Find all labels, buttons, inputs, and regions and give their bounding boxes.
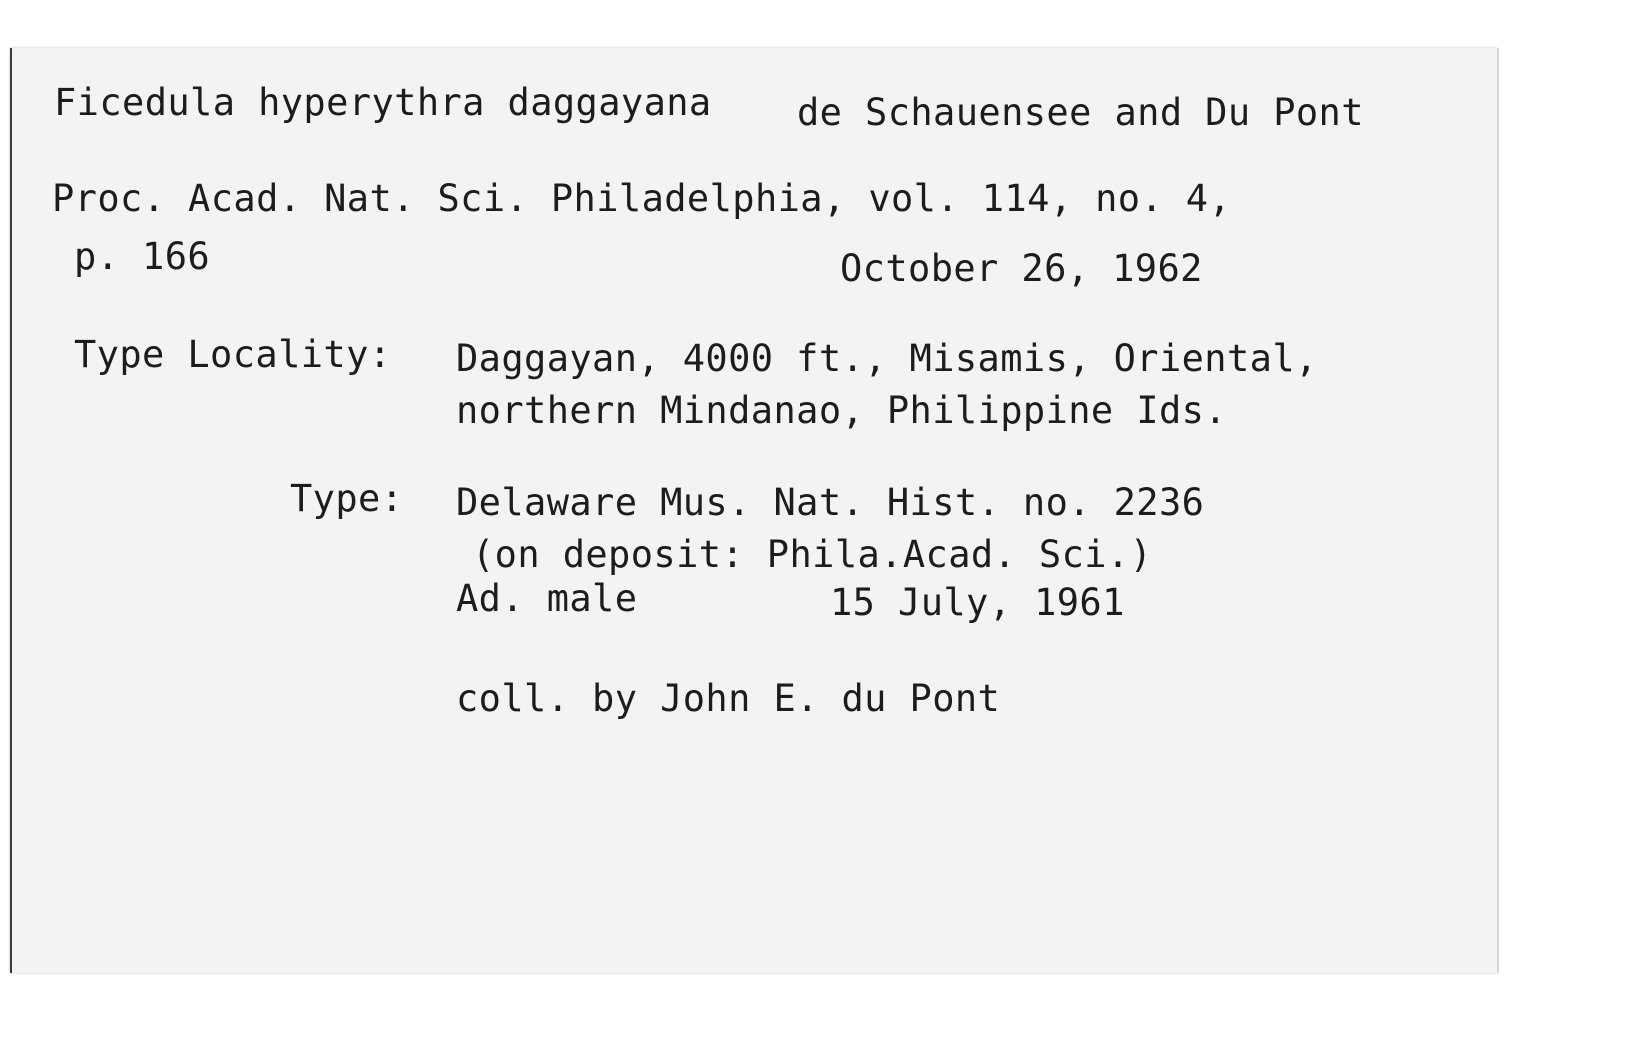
taxon-authors: de Schauensee and Du Pont: [797, 91, 1364, 134]
citation-journal: Proc. Acad. Nat. Sci. Philadelphia, vol. 114, no. 4,: [52, 177, 1232, 220]
type-locality-line2: northern Mindanao, Philippine Ids.: [456, 389, 1227, 432]
citation-page: p. 166: [74, 235, 211, 278]
type-sex: Ad. male: [456, 577, 638, 620]
type-line2: (on deposit: Phila.Acad. Sci.): [472, 533, 1153, 576]
collector: coll. by John E. du Pont: [456, 677, 1001, 720]
type-locality-line1: Daggayan, 4000 ft., Misamis, Oriental,: [456, 337, 1318, 380]
type-locality-label: Type Locality:: [74, 333, 392, 376]
citation-date: October 26, 1962: [840, 247, 1203, 290]
type-date: 15 July, 1961: [830, 581, 1125, 624]
index-card: [10, 48, 1497, 973]
type-label: Type:: [290, 477, 404, 520]
type-line1: Delaware Mus. Nat. Hist. no. 2236: [456, 481, 1205, 524]
taxon-name: Ficedula hyperythra daggayana: [54, 81, 712, 124]
